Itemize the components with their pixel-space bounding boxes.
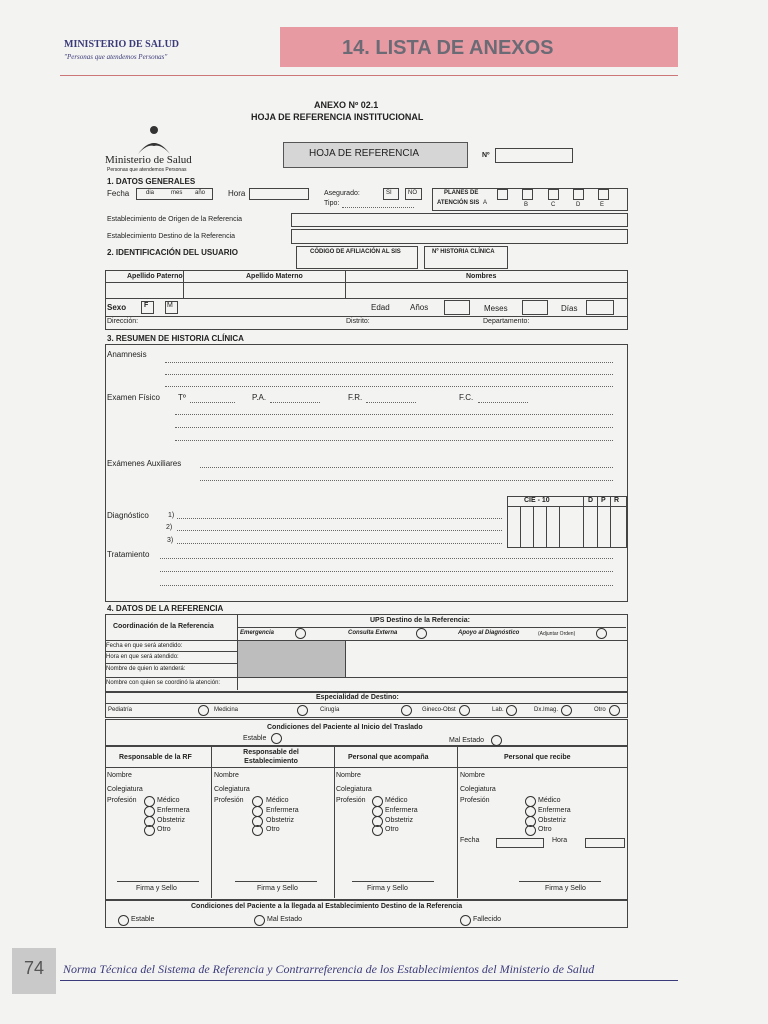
vital-fr: F.R.	[348, 393, 363, 402]
c4-hora-field[interactable]	[585, 838, 625, 848]
c2-medico: Médico	[266, 797, 289, 804]
c3-otro-radio[interactable]	[372, 825, 383, 836]
emergencia-shaded	[238, 641, 345, 677]
apoyo-radio[interactable]	[596, 628, 607, 639]
coord-row-1: Fecha en que será atendido:	[106, 643, 183, 649]
fecha-mes: mes	[171, 190, 183, 196]
ident-row-divider-3	[105, 316, 627, 317]
llegada-mal-estado-radio[interactable]	[254, 915, 265, 926]
plan-a: A	[483, 200, 488, 206]
c1-nombre: Nombre	[107, 772, 132, 779]
c4-fecha: Fecha	[460, 837, 480, 844]
spec-lab-radio[interactable]	[506, 705, 517, 716]
llegada-fallecido: Fallecido	[473, 916, 502, 923]
plan-c-box[interactable]	[548, 189, 559, 200]
footer-text: Norma Técnica del Sistema de Referencia y Contrarreferencia de los Establecimientos del Ministerio de Salud	[63, 962, 595, 976]
sexo-f: F	[144, 302, 149, 309]
annex-title: HOJA DE REFERENCIA INSTITUCIONAL	[251, 112, 424, 122]
ap-materno-label: Apellido Materno	[246, 273, 303, 280]
examen-line-3[interactable]	[175, 440, 613, 441]
meses-label: Meses	[484, 304, 508, 313]
diagnostico-label: Diagnóstico	[107, 511, 149, 520]
anamnesis-line-3[interactable]	[165, 386, 613, 387]
c1-profesion: Profesión	[107, 797, 137, 804]
c3-colegiatura: Colegiatura	[336, 786, 372, 793]
personnel-col-2	[334, 747, 335, 898]
c4-otro-radio[interactable]	[525, 825, 536, 836]
cie-col-1	[583, 497, 584, 547]
aux-label: Exámenes Auxiliares	[107, 459, 182, 468]
vital-pa: P.A.	[252, 393, 267, 402]
edad-label: Edad	[371, 303, 390, 312]
especialidad-divider	[105, 703, 627, 704]
tipo-field[interactable]	[342, 207, 414, 208]
c1-medico: Médico	[157, 797, 180, 804]
cie-col-3	[610, 497, 611, 547]
atencion-label: ATENCIÓN SIS	[437, 200, 480, 206]
cie-p: P	[601, 497, 606, 504]
inicio-estable-label: Estable	[243, 735, 267, 742]
inicio-mal-estado-radio[interactable]	[491, 735, 502, 746]
coord-row-2-line	[105, 663, 238, 664]
cie-col-6	[546, 506, 547, 547]
hora-label: Hora	[228, 189, 246, 198]
c2-enfermera: Enfermera	[266, 807, 299, 814]
form-number-field[interactable]	[495, 148, 573, 163]
asegurado-no: NO	[408, 190, 417, 196]
vital-fc: F.C.	[459, 393, 474, 402]
c3-sign-line	[352, 881, 434, 882]
logo-subtext: Personas que atendemos Personas	[107, 167, 187, 173]
inicio-mal-estado-label: Mal Estado	[449, 737, 485, 744]
c2-colegiatura: Colegiatura	[214, 786, 250, 793]
coord-row-divider	[105, 640, 627, 641]
coord-row-3-line	[105, 677, 627, 678]
c4-medico: Médico	[538, 797, 561, 804]
departamento-label: Departamento:	[483, 318, 530, 325]
c3-firma: Firma y Sello	[367, 885, 408, 892]
dias-label: Días	[561, 304, 578, 313]
plan-b-box[interactable]	[522, 189, 533, 200]
c3-profesion: Profesión	[336, 797, 366, 804]
plan-c: C	[551, 202, 556, 208]
c4-obstetriz: Obstetriz	[538, 817, 567, 824]
ministry-slogan: "Personas que atendemos Personas"	[64, 53, 168, 61]
examen-line-2[interactable]	[175, 427, 613, 428]
page-header	[60, 25, 678, 77]
destino-label: Establecimiento Destino de la Referencia	[107, 233, 236, 240]
c4-firma: Firma y Sello	[545, 885, 586, 892]
c1-firma: Firma y Sello	[136, 885, 177, 892]
cie-row-1	[507, 506, 626, 507]
dias-field[interactable]	[586, 300, 614, 315]
c1-sign-line	[117, 881, 199, 882]
section-title: 14. LISTA DE ANEXOS	[342, 37, 554, 59]
section-1-title: 1. DATOS GENERALES	[107, 177, 196, 186]
llegada-estable: Estable	[131, 916, 155, 923]
page-number: 74	[24, 958, 45, 978]
col-head-acompana: Personal que acompaña	[348, 754, 429, 761]
spec-otro-radio[interactable]	[609, 705, 620, 716]
cie-col-7	[559, 506, 560, 547]
spec-medicina: Medicina	[214, 707, 239, 713]
fecha-dia: dia	[146, 190, 155, 196]
vital-fr-field[interactable]	[366, 402, 416, 403]
form-number-label: Nº	[482, 152, 490, 159]
cie-d: D	[588, 497, 594, 504]
origen-field[interactable]	[291, 213, 628, 227]
spec-medicina-radio[interactable]	[297, 705, 308, 716]
distrito-label: Distrito:	[346, 318, 370, 325]
examen-line-1[interactable]	[175, 414, 613, 415]
cie-r: R	[614, 497, 620, 504]
c3-enfermera: Enfermera	[385, 807, 418, 814]
consulta-radio[interactable]	[416, 628, 427, 639]
spec-pediatria: Pediatría	[108, 707, 133, 713]
plan-d-box[interactable]	[573, 189, 584, 200]
form-title: HOJA DE REFERENCIA	[309, 148, 420, 159]
ident-col-divider	[183, 271, 184, 298]
logo-text: Ministerio de Salud	[105, 154, 192, 166]
c2-firma: Firma y Sello	[257, 885, 298, 892]
c4-fecha-field[interactable]	[496, 838, 544, 848]
tratamiento-label: Tratamiento	[107, 550, 150, 559]
ups-label: UPS Destino de la Referencia:	[370, 617, 470, 624]
c4-colegiatura: Colegiatura	[460, 786, 496, 793]
origen-label: Establecimiento de Origen de la Referencia	[107, 216, 243, 223]
destino-field[interactable]	[291, 229, 628, 244]
coord-row-2: Hora en que será atendido:	[106, 654, 179, 660]
coord-ups-line	[237, 627, 626, 628]
plan-b: B	[524, 202, 529, 208]
consulta-label: Consulta Externa	[348, 630, 398, 636]
asegurado-si: SI	[386, 190, 392, 196]
c2-nombre: Nombre	[214, 772, 239, 779]
spec-pediatria-radio[interactable]	[198, 705, 209, 716]
sexo-label: Sexo	[107, 303, 127, 312]
llegada-estable-radio[interactable]	[118, 915, 129, 926]
anos-label: Años	[410, 303, 429, 312]
planes-label: PLANES DE	[444, 190, 479, 196]
vital-temp-field[interactable]	[190, 402, 235, 403]
plan-a-box[interactable]	[497, 189, 508, 200]
tratamiento-line-2[interactable]	[160, 571, 613, 572]
apoyo-label: Apoyo al Diagnóstico	[458, 630, 520, 636]
emergencia-radio[interactable]	[295, 628, 306, 639]
spec-dximag-radio[interactable]	[561, 705, 572, 716]
c2-otro-radio[interactable]	[252, 825, 263, 836]
section-4-title: 4. DATOS DE LA REFERENCIA	[107, 604, 224, 613]
ministry-logo	[105, 124, 215, 174]
apoyo-sublabel: (Adjuntar Orden)	[538, 631, 576, 637]
clinical-summary-box	[105, 344, 628, 602]
vital-temp: Tº	[178, 393, 186, 402]
dx-line-3[interactable]	[177, 543, 502, 544]
coordinacion-label: Coordinación de la Referencia	[113, 623, 214, 630]
anamnesis-line-2[interactable]	[165, 374, 613, 375]
spec-gineco: Gineco-Obst	[422, 707, 456, 713]
section-2-title: 2. IDENTIFICACIÓN DEL USUARIO	[107, 248, 238, 257]
fecha-label: Fecha	[107, 189, 130, 198]
section-3-title: 3. RESUMEN DE HISTORIA CLÍNICA	[107, 334, 244, 343]
personnel-head-line	[105, 767, 627, 768]
cie-col-5	[533, 506, 534, 547]
personnel-col-3	[457, 747, 458, 898]
hora-field[interactable]	[249, 188, 309, 200]
col-head-recibe: Personal que recibe	[504, 754, 571, 761]
examen-label: Examen Físico	[107, 393, 160, 402]
nombres-label: Nombres	[466, 273, 497, 280]
fecha-ano: año	[195, 190, 206, 196]
llegada-label: Condiciones del Paciente a la llegada al Establecimiento Destino de la Referencia	[191, 903, 463, 910]
c4-profesion: Profesión	[460, 797, 490, 804]
ident-row-divider-2	[105, 298, 627, 299]
plan-e-box[interactable]	[598, 189, 609, 200]
c1-otro-radio[interactable]	[144, 825, 155, 836]
dx-1: 1)	[168, 512, 175, 519]
aux-line-2[interactable]	[200, 480, 613, 481]
spec-cirugia: Cirugía	[320, 707, 340, 713]
c1-otro: Otro	[157, 826, 171, 833]
dx-line-2[interactable]	[177, 530, 502, 531]
cie-col-4	[520, 506, 521, 547]
col-head-rf: Responsable de la RF	[119, 754, 192, 761]
ap-paterno-label: Apellido Paterno	[127, 273, 183, 280]
inicio-traslado-label: Condiciones del Paciente al Inicio del Traslado	[267, 724, 423, 731]
c4-sign-line	[519, 881, 601, 882]
llegada-mal-estado: Mal Estado	[267, 916, 303, 923]
spec-dximag: Dx.Imag.	[534, 707, 559, 713]
anamnesis-label: Anamnesis	[107, 350, 147, 359]
sis-code-label: CÓDIGO DE AFILIACIÓN AL SIS	[310, 249, 401, 255]
c2-profesion: Profesión	[214, 797, 244, 804]
dx-3: 3)	[167, 537, 174, 544]
tratamiento-line-1[interactable]	[160, 558, 613, 559]
c1-colegiatura: Colegiatura	[107, 786, 143, 793]
spec-otro: Otro	[594, 707, 606, 713]
coord-row-1-line	[105, 651, 238, 652]
plan-d: D	[576, 202, 581, 208]
c2-otro: Otro	[266, 826, 280, 833]
anamnesis-line-1[interactable]	[165, 362, 613, 363]
cie-label: CIE - 10	[524, 497, 550, 504]
llegada-fallecido-radio[interactable]	[460, 915, 471, 926]
coord-col-2	[345, 640, 346, 677]
coord-row-3: Nombre de quien lo atenderá:	[106, 666, 186, 672]
vital-fc-field[interactable]	[478, 402, 528, 403]
aux-line-1[interactable]	[200, 467, 613, 468]
spec-gineco-radio[interactable]	[459, 705, 470, 716]
vital-pa-field[interactable]	[270, 402, 320, 403]
c4-nombre: Nombre	[460, 772, 485, 779]
tratamiento-line-3[interactable]	[160, 585, 613, 586]
c3-medico: Médico	[385, 797, 408, 804]
c1-obstetriz: Obstetriz	[157, 817, 186, 824]
header-rule	[60, 75, 678, 76]
dx-2: 2)	[166, 524, 173, 531]
plan-e: E	[600, 202, 605, 208]
c3-obstetriz: Obstetriz	[385, 817, 414, 824]
annex-number: ANEXO Nº 02.1	[314, 100, 379, 110]
c1-enfermera: Enfermera	[157, 807, 190, 814]
spec-cirugia-radio[interactable]	[401, 705, 412, 716]
direccion-label: Dirección:	[107, 318, 139, 325]
meses-field[interactable]	[522, 300, 548, 315]
dx-line-1[interactable]	[177, 518, 502, 519]
c4-otro: Otro	[538, 826, 552, 833]
personnel-col-1	[211, 747, 212, 898]
c3-nombre: Nombre	[336, 772, 361, 779]
anos-field[interactable]	[444, 300, 470, 315]
c2-obstetriz: Obstetriz	[266, 817, 295, 824]
c3-otro: Otro	[385, 826, 399, 833]
asegurado-label: Asegurado:	[324, 190, 360, 197]
col-head-establecimiento: Responsable del Establecimiento	[243, 749, 299, 765]
coord-row-4: Nombre con quien se coordinó la atención:	[106, 680, 221, 686]
c2-sign-line	[235, 881, 317, 882]
especialidad-label: Especialidad de Destino:	[316, 694, 399, 701]
c4-hora: Hora	[552, 837, 568, 844]
tipo-label: Tipo:	[324, 200, 340, 207]
emergencia-label: Emergencia	[240, 630, 275, 636]
spec-lab: Lab.	[492, 707, 504, 713]
c4-enfermera: Enfermera	[538, 807, 571, 814]
sexo-m: M	[167, 302, 173, 309]
historia-label: Nº HISTORIA CLÍNICA	[432, 249, 495, 255]
footer-rule	[60, 980, 678, 981]
ministry-name: MINISTERIO DE SALUD	[64, 39, 180, 50]
inicio-estable-radio[interactable]	[271, 733, 282, 744]
ident-col-divider-2	[345, 271, 346, 298]
cie-col-2	[597, 497, 598, 547]
